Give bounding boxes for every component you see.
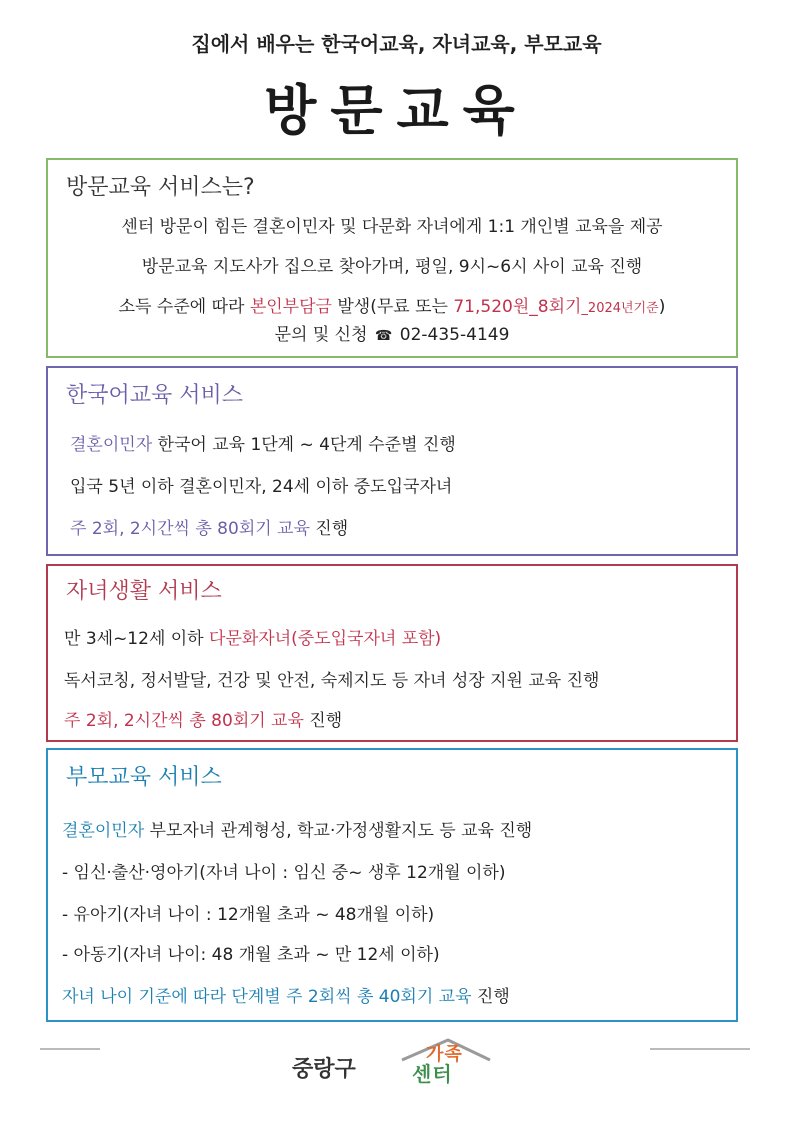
- parent-line-1: [62, 816, 532, 841]
- contact-label: 문의 및 신청: [274, 325, 368, 345]
- parent-line-last-rest: 진행: [471, 987, 510, 1007]
- page-title: 방문교육: [264, 79, 529, 142]
- contact-line: [48, 320, 736, 345]
- parent-section: [46, 748, 738, 1022]
- family-center-logo: [398, 1038, 494, 1084]
- footer-org-name: 중랑구: [292, 1057, 356, 1082]
- intro-section: [46, 158, 738, 358]
- page-subtitle: 집에서 배우는 한국어교육, 자녀교육, 부모교육: [191, 32, 602, 56]
- price-year: _2024년기준: [581, 301, 659, 316]
- intro-line-2: 방문교육 지도사가 집으로 찾아가며, 평일, 9시~6시 사이 교육 진행: [141, 257, 643, 277]
- child-schedule-highlight: 주 2회, 2시간씩 총 80회기 교육: [64, 711, 304, 731]
- parent-item-toddler: - 유아기(자녀 나이 : 12개월 초과 ~ 48개월 이하): [62, 905, 435, 925]
- korean-line-1-rest: 한국어 교육 1단계 ~ 4단계 수준별 진행: [152, 435, 456, 455]
- child-target-highlight: 다문화자녀(중도입국자녀 포함): [209, 629, 442, 649]
- child-line-3-rest: 진행: [303, 711, 343, 731]
- korean-line-2: 입국 5년 이하 결혼이민자, 24세 이하 중도입국자녀: [70, 477, 453, 497]
- intro-line-3-prefix: 소득 수준에 따라: [118, 297, 250, 317]
- telephone-icon: ☎: [374, 328, 393, 344]
- parent-item-infant: - 임신·출산·영아기(자녀 나이 : 임신 중~ 생후 12개월 이하): [62, 863, 506, 883]
- korean-section: [46, 366, 738, 556]
- logo-text-top: 가족: [426, 1044, 463, 1065]
- intro-heading: 방문교육 서비스는?: [66, 175, 255, 200]
- child-heading: 자녀생활 서비스: [66, 579, 222, 604]
- parent-item-child: - 아동기(자녀 나이: 48 개월 초과 ~ 만 12세 이하): [62, 945, 440, 965]
- footer: [0, 1036, 793, 1086]
- logo-text-bottom: 센터: [412, 1062, 453, 1086]
- korean-heading: 한국어교육 서비스: [66, 383, 244, 408]
- copay-highlight: 본인부담금: [249, 297, 332, 317]
- child-line-2: 독서코칭, 정서발달, 건강 및 안전, 숙제지도 등 자녀 성장 지원 교육 진행: [64, 671, 600, 691]
- child-line-1-prefix: 만 3세~12세 이하: [64, 629, 210, 649]
- korean-line-3: [70, 514, 348, 539]
- korean-target-highlight: 결혼이민자: [70, 435, 153, 455]
- parent-line-last: [62, 982, 510, 1007]
- intro-line-3-suffix: ): [658, 297, 666, 317]
- intro-line-3-middle: 발생(무료 또는: [331, 297, 454, 317]
- parent-line-1-rest: 부모자녀 관계형성, 학교·가정생활지도 등 교육 진행: [144, 821, 533, 841]
- parent-heading: 부모교육 서비스: [66, 765, 222, 790]
- child-line-3: [64, 706, 342, 731]
- korean-line-3-rest: 진행: [309, 519, 349, 539]
- child-line-1: [64, 624, 441, 649]
- intro-line-3: [48, 292, 736, 317]
- korean-schedule-highlight: 주 2회, 2시간씩 총 80회기 교육: [70, 519, 310, 539]
- contact-phone: 02-435-4149: [399, 325, 510, 345]
- intro-line-1: 센터 방문이 힘든 결혼이민자 및 다문화 자녀에게 1:1 개인별 교육을 제공: [121, 217, 663, 237]
- price-highlight: 71,520원_8회기: [453, 297, 582, 317]
- parent-target-highlight: 결혼이민자: [62, 821, 145, 841]
- korean-line-1: [70, 430, 456, 455]
- parent-schedule-highlight: 자녀 나이 기준에 따라 단계별 주 2회씩 총 40회기 교육: [62, 987, 472, 1007]
- child-section: [46, 564, 738, 742]
